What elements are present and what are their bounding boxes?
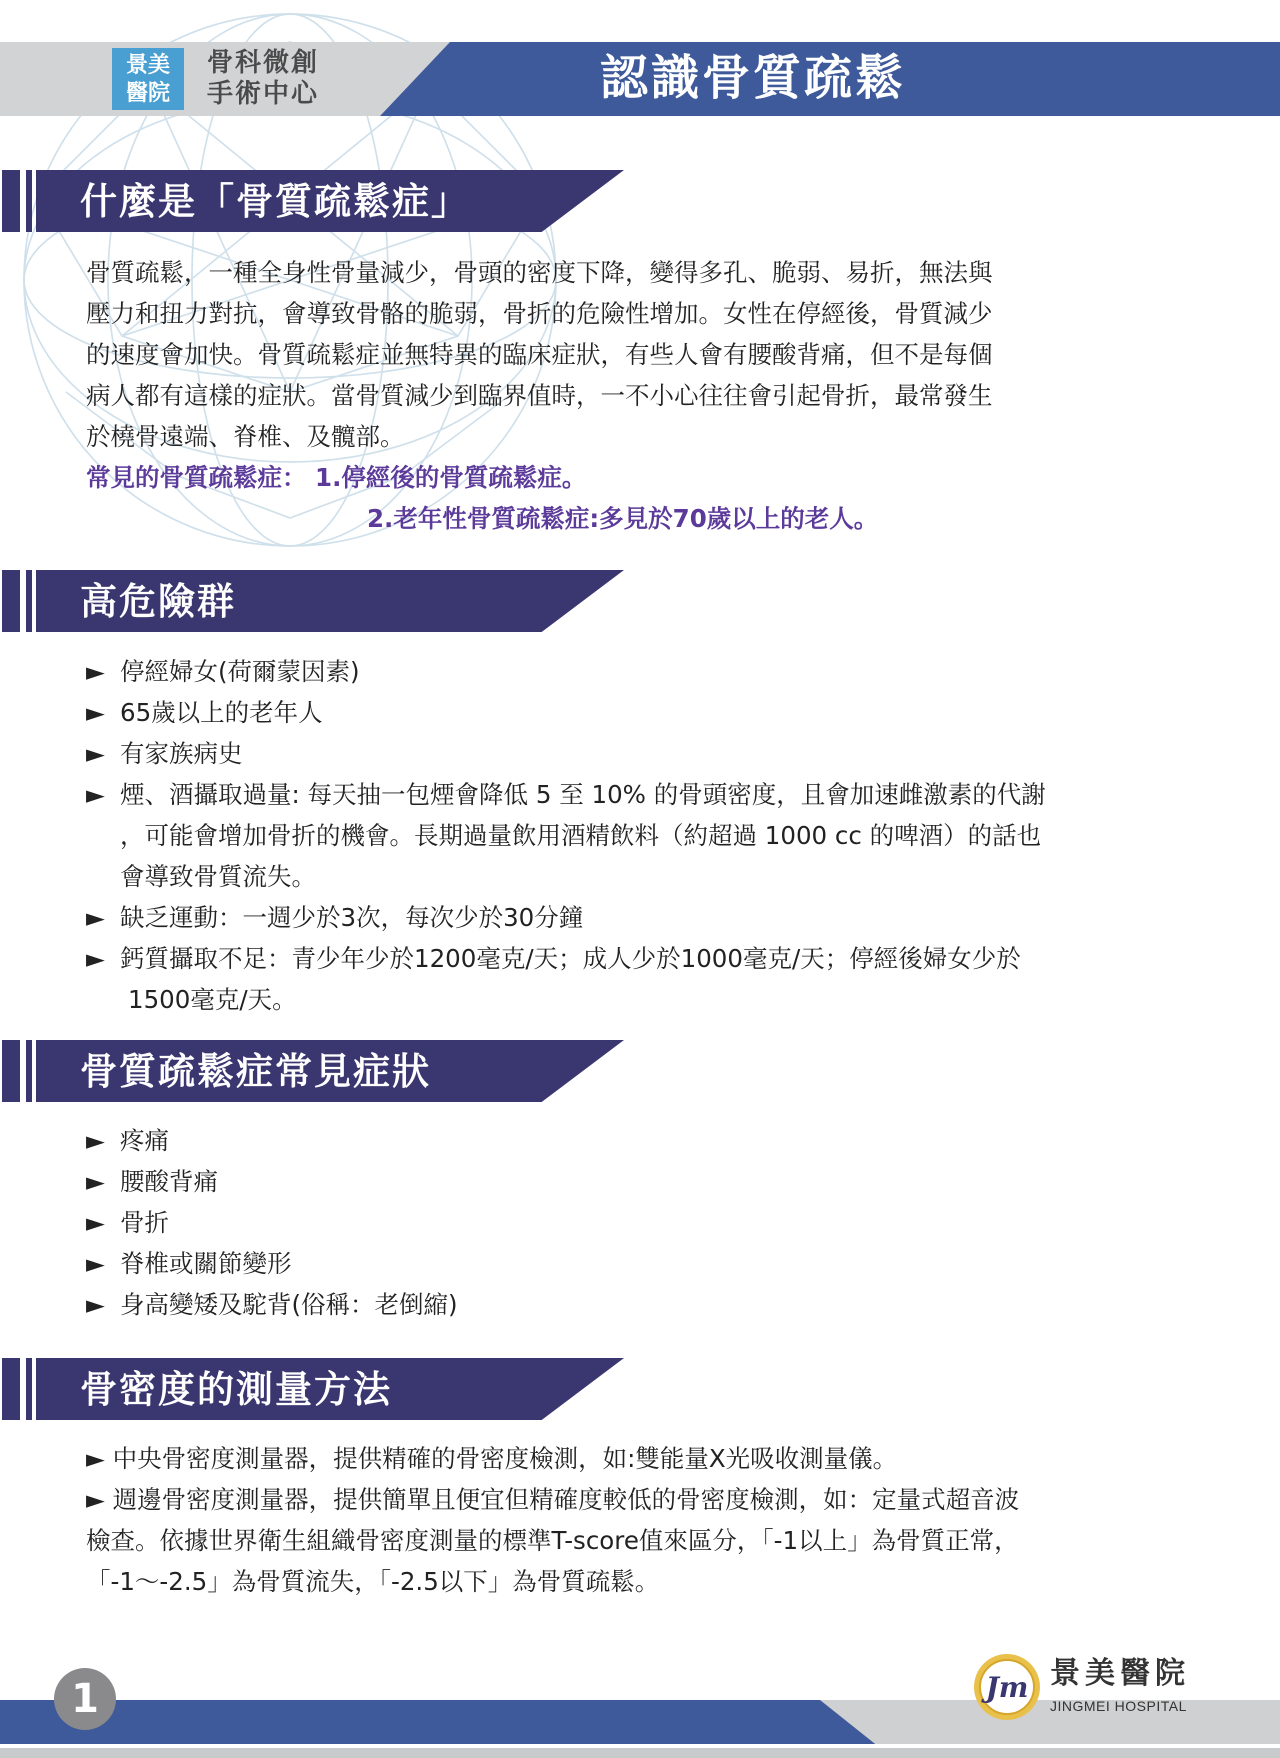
section-banner-risk [0,570,625,632]
list-item: ► 疼痛 [86,1126,169,1155]
common-type-item: 1.停經後的骨質疏鬆症。 [315,463,587,492]
paragraph-line: 於橈骨遠端、脊椎、及髖部。 [86,422,405,451]
section-banner-measure [0,1358,625,1420]
measure-paragraph [86,1438,1196,1602]
common-type-item: 2.老年性骨質疏鬆症:多見於70歲以上的老人。 [367,504,879,533]
paragraph-line: 的速度會加快。骨質疏鬆症並無特異的臨床症狀，有些人會有腰酸背痛，但不是每個 [86,340,993,369]
department-line-2: 手術中心 [207,79,320,109]
hospital-logo-box [112,48,184,110]
page-title: 認識骨質疏鬆 [600,50,907,106]
department-line-1: 骨科微創 [207,48,320,78]
list-item: ► 有家族病史 [86,739,243,768]
hospital-name: 景美醫院 [1050,1656,1190,1691]
paragraph-line: 骨質疏鬆，一種全身性骨量減少，骨頭的密度下降，變得多孔、脆弱、易折，無法與 [86,258,993,287]
paragraph-line: 壓力和扭力對抗，會導致骨骼的脆弱，骨折的危險性增加。女性在停經後，骨質減少 [86,299,993,328]
section-title: 骨密度的測量方法 [80,1367,392,1411]
common-types [86,457,1196,498]
list-item: ► 骨折 [86,1208,169,1237]
logo-line-2: 醫院 [125,80,170,106]
list-item: ► 煙、酒攝取過量: 每天抽一包煙會降低 5 至 10% 的骨頭密度，且會加速雌激素的代謝 ，可能會增加骨折的機會。長期過量飲用酒精飲料（約超過 1000 cc 的啤酒）的話也 會導致骨質流失。 [86,780,1046,891]
paragraph-line: ► 週邊骨密度測量器，提供簡單且便宜但精確度較低的骨密度檢測，如：定量式超音波 [86,1485,1020,1514]
risk-list [86,651,1196,1020]
paragraph-line: 「-1～-2.5」為骨質流失，「-2.5以下」為骨質疏鬆。 [86,1567,660,1596]
list-item: ► 缺乏運動：一週少於3次，每次少於30分鐘 [86,903,584,932]
hospital-emblem-icon [972,1652,1042,1722]
list-item: ► 身高變矮及駝背(俗稱：老倒縮) [86,1290,458,1319]
paragraph-line: 病人都有這樣的症狀。當骨質減少到臨界值時，一不小心往往會引起骨折，最常發生 [86,381,993,410]
footer-line [0,1748,1280,1758]
logo-line-1: 景美 [125,52,170,78]
section-title: 什麼是「骨質疏鬆症」 [80,179,470,223]
section-banner-symptoms [0,1040,625,1102]
hospital-name-en: JINGMEI HOSPITAL [1050,1698,1187,1714]
list-item: ► 脊椎或關節變形 [86,1249,292,1278]
section-title: 骨質疏鬆症常見症狀 [80,1049,431,1093]
list-item: ► 停經婦女(荷爾蒙因素) [86,657,360,686]
list-item: ► 腰酸背痛 [86,1167,218,1196]
section-banner-what [0,170,625,232]
list-item: ► 鈣質攝取不足：青少年少於1200毫克/天；成人少於1000毫克/天；停經後婦女少於 1500毫克/天。 [86,944,1021,1014]
page-number: 1 [54,1668,116,1730]
footer-blue-band [0,1700,900,1744]
list-item: ► 65歲以上的老年人 [86,698,323,727]
common-types-label: 常見的骨質疏鬆症： [86,463,307,492]
section-title: 高危險群 [80,579,236,623]
emblem-text: Jm [985,1671,1029,1704]
paragraph-line: 檢查。依據世界衛生組織骨密度測量的標準T-score值來區分，「-1以上」為骨質正常， [86,1526,1019,1555]
paragraph-line: ► 中央骨密度測量器，提供精確的骨密度檢測，如:雙能量X光吸收測量儀。 [86,1444,898,1473]
what-paragraph [86,252,1196,539]
symptoms-list [86,1120,1196,1325]
department-name [207,48,319,110]
